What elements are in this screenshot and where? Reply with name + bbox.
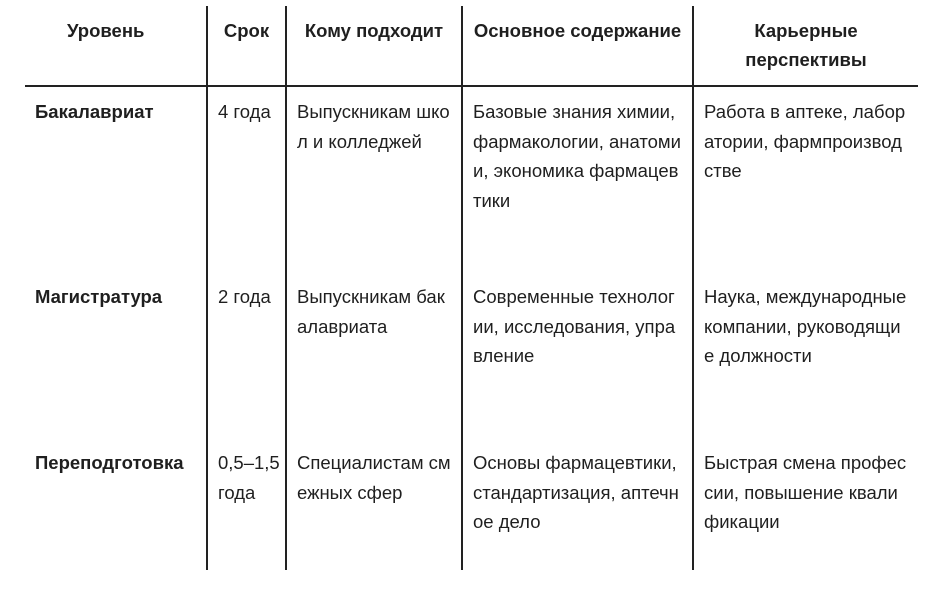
cell-content: Современные технологии, исследования, управление bbox=[462, 272, 693, 438]
cell-content: Основы фармацевтики, стандартизация, аптечное дело bbox=[462, 438, 693, 570]
table-row bbox=[25, 272, 918, 438]
cell-career: Работа в аптеке, лаборатории, фармпроизводстве bbox=[693, 86, 918, 272]
header-row bbox=[25, 6, 918, 86]
table-header bbox=[25, 6, 918, 86]
cell-career: Быстрая смена профессии, повышение квалификации bbox=[693, 438, 918, 570]
cell-level: Бакалавриат bbox=[35, 101, 154, 122]
cell-term: 0,5–1,5 года bbox=[207, 438, 286, 570]
education-levels-table bbox=[25, 6, 918, 570]
header-content: Основное содержание bbox=[462, 6, 693, 86]
cell-level: Магистратура bbox=[35, 286, 163, 307]
header-career: Карьерные перспективы bbox=[693, 6, 918, 86]
table-row bbox=[25, 438, 918, 570]
cell-audience: Выпускникам школ и колледжей bbox=[286, 86, 462, 272]
cell-content: Базовые знания химии, фармакологии, анатомии, экономика фармацевтики bbox=[462, 86, 693, 272]
cell-audience: Выпускникам бакалавриата bbox=[286, 272, 462, 438]
header-audience: Кому подходит bbox=[286, 6, 462, 86]
cell-level: Переподготовка bbox=[35, 452, 184, 473]
cell-term: 4 года bbox=[207, 86, 286, 272]
table-body bbox=[25, 86, 918, 570]
cell-audience: Специалистам смежных сфер bbox=[286, 438, 462, 570]
table-row bbox=[25, 86, 918, 272]
header-term: Срок bbox=[207, 6, 286, 86]
cell-career: Наука, международные компании, руководящие должности bbox=[693, 272, 918, 438]
header-level: Уровень bbox=[25, 6, 207, 86]
cell-term: 2 года bbox=[207, 272, 286, 438]
